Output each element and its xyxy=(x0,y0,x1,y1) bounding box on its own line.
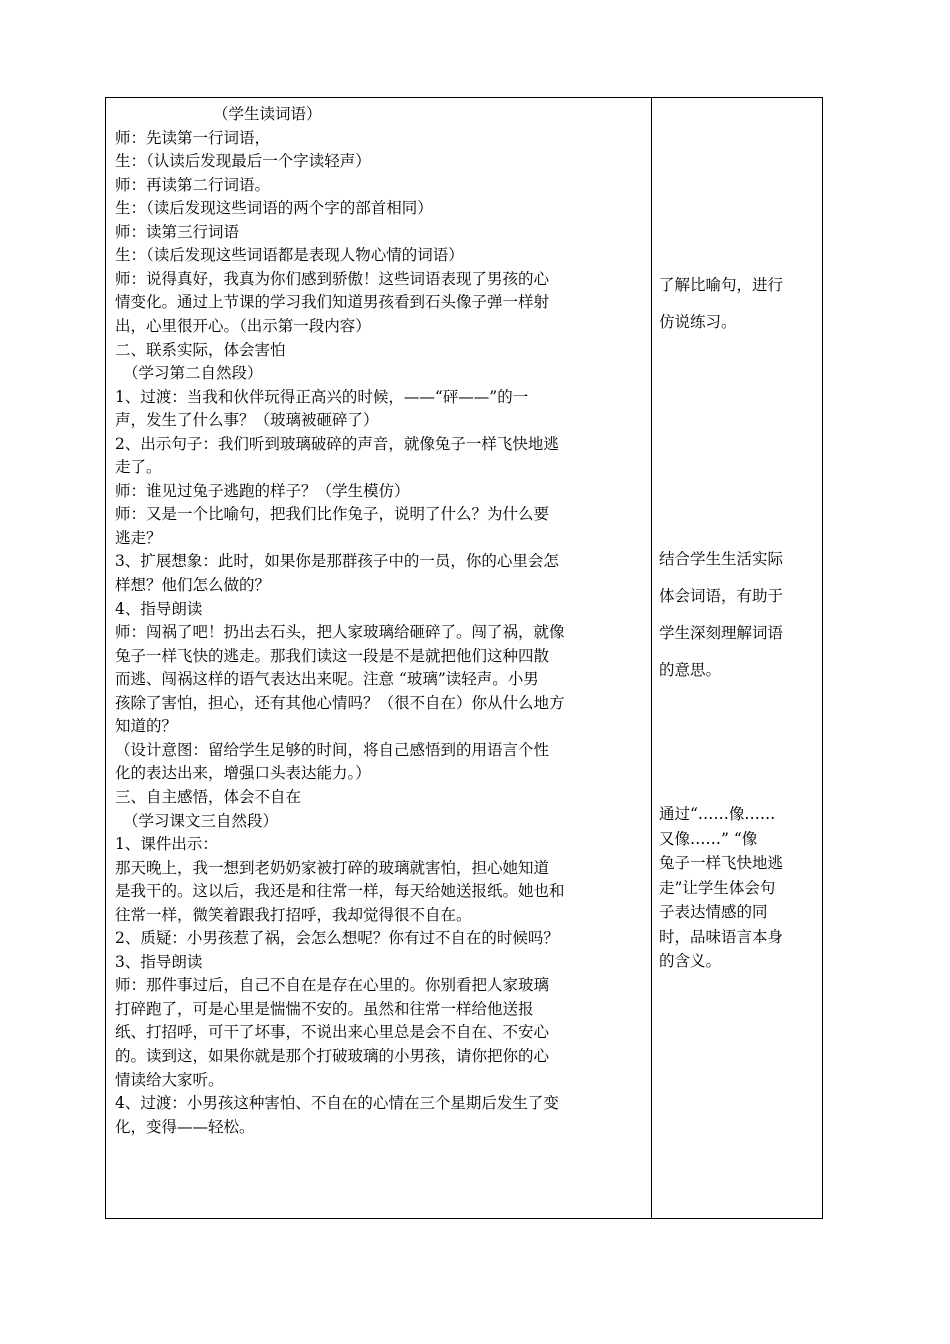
text-line: 兔子一样飞快的逃走。那我们读这一段是不是就把他们这种四散 xyxy=(115,646,550,665)
note-line: 又像……” “像 xyxy=(659,829,758,848)
text-line: 化的表达出来，增强口头表达能力。） xyxy=(115,764,371,783)
side-note-life-experience xyxy=(659,541,817,689)
note-line: 学生深刻理解词语 xyxy=(659,624,784,642)
text-line: 而逃、闯祸这样的语气表达出来呢。注意 “玻璃”读轻声。小男 xyxy=(115,670,539,689)
note-line: 通过“……像…… xyxy=(659,805,776,823)
text-line: 化，变得——轻松。 xyxy=(115,1117,255,1136)
note-line: 子表达情感的同 xyxy=(659,903,768,921)
text-line: 纸、打招呼，可干了坏事，不说出来心里总是会不自在、不安心 xyxy=(115,1023,550,1042)
text-line: （学习课文三自然段） xyxy=(123,811,279,830)
lesson-table xyxy=(105,97,823,1219)
text-line: 2、质疑：小男孩惹了祸，会怎么想呢？你有过不自在的时候吗？ xyxy=(115,929,559,948)
text-line: 的。读到这，如果你就是那个打破玻璃的小男孩，请你把你的心 xyxy=(115,1047,550,1065)
text-line: 往常一样，微笑着跟我打招呼，我却觉得很不自在。 xyxy=(115,905,472,924)
note-line: 时，品味语言本身 xyxy=(659,927,784,946)
text-line: 打碎跑了，可是心里是惴惴不安的。虽然和往常一样给他送报 xyxy=(115,999,534,1018)
note-line: 结合学生生活实际 xyxy=(659,550,784,568)
text-line: 生：（读后发现这些词语的两个字的部首相同） xyxy=(115,199,433,218)
text-line: 二、联系实际，体会害怕 xyxy=(115,340,286,359)
text-line: 2、出示句子：我们听到玻璃破碎的声音，就像兔子一样飞快地逃 xyxy=(115,434,559,453)
text-line: （设计意图：留给学生足够的时间，将自己感悟到的用语言个性 xyxy=(115,740,550,759)
text-line: 知道的？ xyxy=(115,717,178,736)
text-line: 师：闯祸了吧！扔出去石头，把人家玻璃给砸碎了。闯了祸，就像 xyxy=(115,623,565,642)
text-line: 师：说得真好，我真为你们感到骄傲！这些词语表现了男孩的心 xyxy=(115,269,550,288)
text-line: （学生读词语） xyxy=(213,105,322,123)
note-line: 体会词语，有助于 xyxy=(659,587,784,605)
text-line: 4、指导朗读 xyxy=(115,599,203,618)
text-line: 1、过渡：当我和伙伴玩得正高兴的时候，——“砰——”的一 xyxy=(115,387,529,406)
text-line: 声，发生了什么事？（玻璃被砸碎了） xyxy=(115,411,379,430)
note-line: 了解比喻句，进行 xyxy=(659,276,784,294)
text-line: 师：先读第一行词语， xyxy=(115,128,271,147)
note-line: 的含义。 xyxy=(659,952,722,970)
text-line: 4、过渡：小男孩这种害怕、不自在的心情在三个星期后发生了变 xyxy=(115,1094,559,1113)
text-line: 3、指导朗读 xyxy=(115,952,203,971)
text-line: 师：又是一个比喻句，把我们比作兔子，说明了什么？为什么要 xyxy=(115,505,550,524)
text-line: 孩除了害怕，担心，还有其他心情吗？（很不自在）你从什么地方 xyxy=(115,693,565,712)
text-line: 出，心里很开心。（出示第一段内容） xyxy=(115,316,371,335)
text-line: 情读给大家听。 xyxy=(115,1070,224,1089)
side-note-expression xyxy=(659,802,817,974)
text-line: 三、自主感悟，体会不自在 xyxy=(115,787,302,806)
text-line: 生：（读后发现这些词语都是表现人物心情的词语） xyxy=(115,246,464,265)
text-line: 师：再读第二行词语。 xyxy=(115,175,271,194)
text-line: 逃走？ xyxy=(115,528,162,547)
text-line: 是我干的。这以后，我还是和往常一样，每天给她送报纸。她也和 xyxy=(115,882,565,901)
text-line: 走了。 xyxy=(115,458,162,477)
note-line: 兔子一样飞快地逃 xyxy=(659,854,784,872)
text-line: 生：（认读后发现最后一个字读轻声） xyxy=(115,152,371,171)
text-line: 师：谁见过兔子逃跑的样子？（学生模仿） xyxy=(115,481,410,500)
text-line: （学习第二自然段） xyxy=(123,364,263,383)
text-line: 情变化。通过上节课的学习我们知道男孩看到石头像子弹一样射 xyxy=(115,293,550,312)
column-divider xyxy=(651,98,652,1218)
note-line: 的意思。 xyxy=(659,661,722,679)
text-line: 样想？他们怎么做的？ xyxy=(115,576,271,594)
text-line: 那天晚上，我一想到老奶奶家被打碎的玻璃就害怕，担心她知道 xyxy=(115,858,550,877)
side-note-simile xyxy=(659,267,817,341)
text-line: 3、扩展想象：此时，如果你是那群孩子中的一员，你的心里会怎 xyxy=(115,552,559,571)
text-line: 师：读第三行词语 xyxy=(115,222,240,241)
text-line: 1、课件出示： xyxy=(115,835,218,854)
note-line: 走”让学生体会句 xyxy=(659,878,776,897)
note-line: 仿说练习。 xyxy=(659,313,737,331)
text-line: 师：那件事过后，自己不自在是存在心里的。你别看把人家玻璃 xyxy=(115,976,550,995)
